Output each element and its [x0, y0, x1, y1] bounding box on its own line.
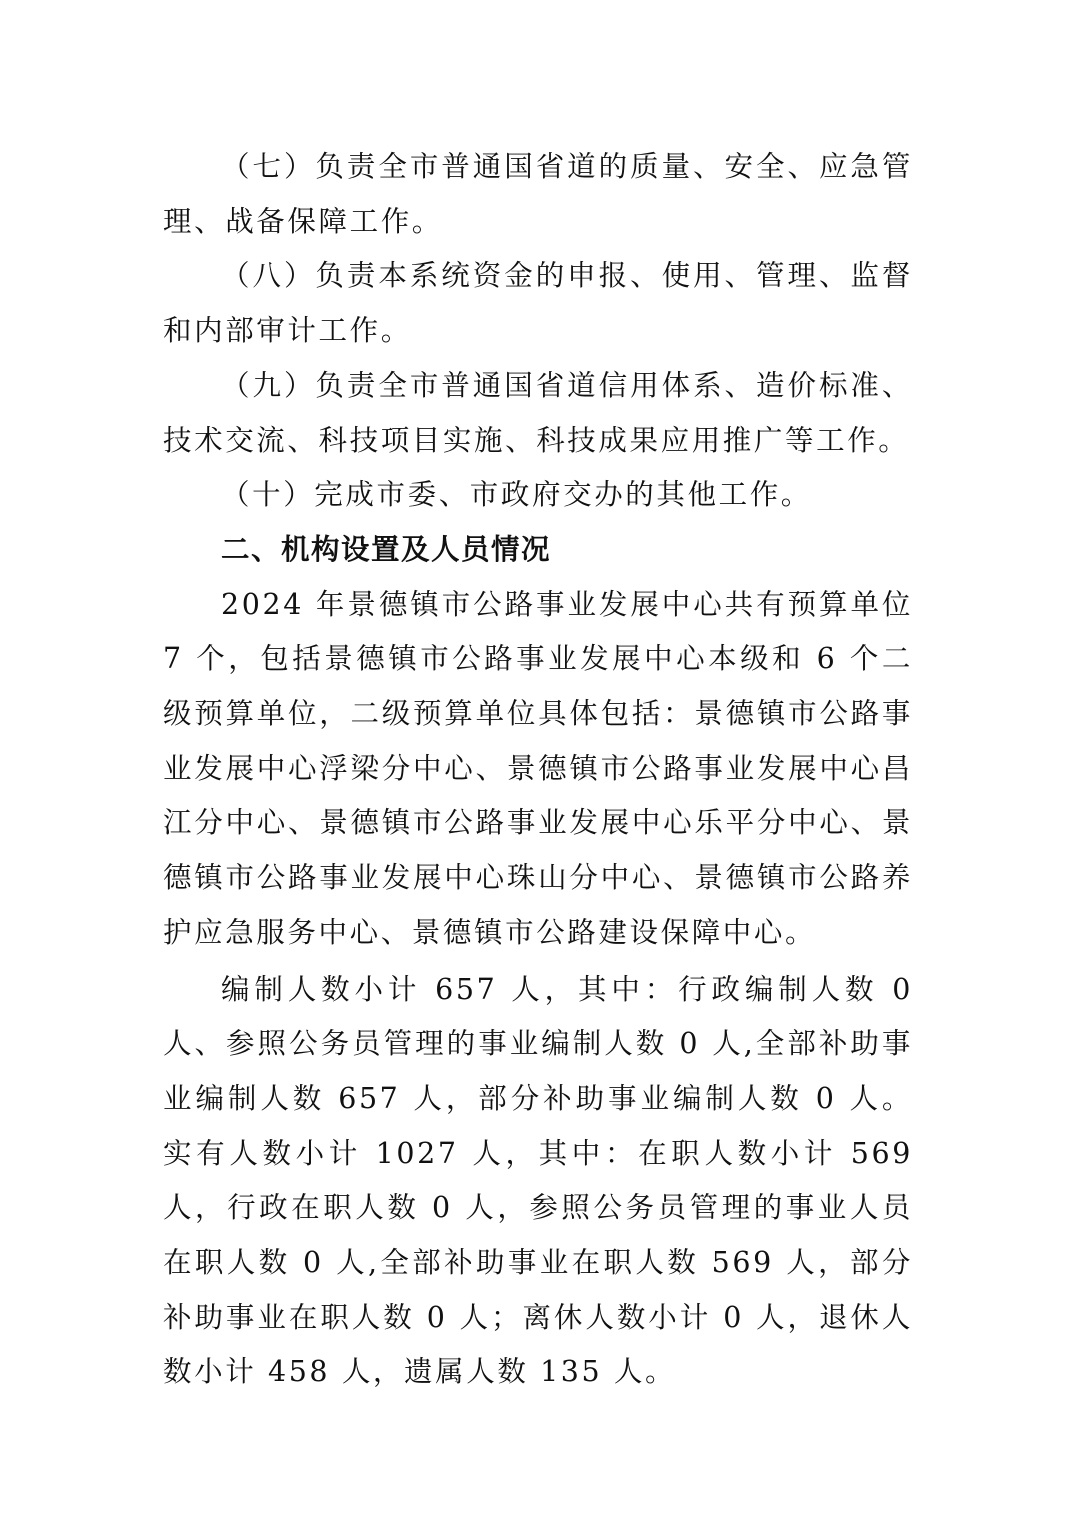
document-page [163, 140, 913, 1400]
duty-item-10: （十）完成市委、市政府交办的其他工作。 [221, 478, 812, 512]
section-heading: 二、机构设置及人员情况 [221, 532, 552, 566]
staffing-paragraph: 编制人数小计 657 人，其中：行政编制人数 0 人、参照公务员管理的事业编制人数 0 人,全部补助事业编制人数 657 人，部分补助事业编制人数 0 人。实有人数小计 1027 人，其中：在职人数小计 569 人，行政在职人数 0 人，参照公务员管理的事业人员在职人数 0 人,全部补助事业在职人数 569 人，部分补助事业在职人数 0 人；离休人数小计 0 人，退休人数小计 458 人，遗属人数 135 人。 [163, 972, 913, 1389]
duty-item-8: （八）负责本系统资金的申报、使用、管理、监督和内部审计工作。 [163, 259, 913, 348]
budget-units-paragraph: 2024 年景德镇市公路事业发展中心共有预算单位 7 个，包括景德镇市公路事业发展中心本级和 6 个二级预算单位，二级预算单位具体包括：景德镇市公路事业发展中心浮梁分中心、景德镇市公路事业发展中心昌江分中心、景德镇市公路事业发展中心乐平分中心、景德镇市公路事业发展中心珠山分中心、景德镇市公路养护应急服务中心、景德镇市公路建设保障中心。 [163, 587, 913, 949]
duty-item-7: （七）负责全市普通国省道的质量、安全、应急管理、战备保障工作。 [163, 150, 913, 238]
duty-item-9: （九）负责全市普通国省道信用体系、造价标准、技术交流、科技项目实施、科技成果应用推广等工作。 [163, 368, 913, 457]
